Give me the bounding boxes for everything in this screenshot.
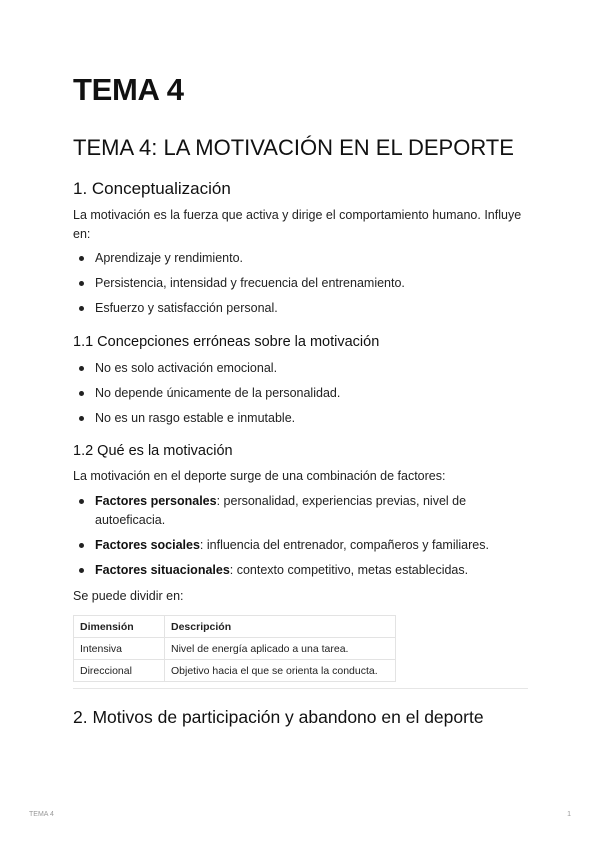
section-divider bbox=[73, 688, 528, 689]
list-item bbox=[73, 561, 528, 580]
factor-text: : contexto competitivo, metas establecidas. bbox=[229, 563, 469, 577]
section-2-heading: 2. Motivos de participación y abandono en el deporte bbox=[73, 707, 484, 727]
list-item: No es solo activación emocional. bbox=[73, 359, 528, 378]
footer-title: TEMA 4 bbox=[29, 811, 54, 818]
dimensions-table bbox=[73, 615, 396, 682]
section-1-heading: 1. Conceptualización bbox=[73, 179, 231, 198]
table-lead-text: Se puede dividir en: bbox=[73, 589, 184, 603]
factor-term: Factores personales bbox=[95, 494, 217, 508]
table-cell: Intensiva bbox=[74, 638, 165, 660]
factor-term: Factores situacionales bbox=[95, 563, 230, 577]
list-item bbox=[73, 492, 495, 530]
section-1-1-heading: 1.1 Concepciones erróneas sobre la motivación bbox=[73, 334, 380, 350]
table-row bbox=[74, 660, 396, 682]
table-row bbox=[74, 638, 396, 660]
list-item: No es un rasgo estable e inmutable. bbox=[73, 409, 528, 428]
list-item: Esfuerzo y satisfacción personal. bbox=[73, 299, 528, 318]
factor-term: Factores sociales bbox=[95, 538, 200, 552]
table-cell: Nivel de energía aplicado a una tarea. bbox=[165, 638, 396, 660]
table-header-cell: Descripción bbox=[165, 616, 396, 638]
page-number: 1 bbox=[567, 811, 571, 818]
list-item: Persistencia, intensidad y frecuencia del entrenamiento. bbox=[73, 274, 528, 293]
table-cell: Objetivo hacia el que se orienta la conducta. bbox=[165, 660, 396, 682]
table-cell: Direccional bbox=[74, 660, 165, 682]
factor-text: : influencia del entrenador, compañeros y familiares. bbox=[199, 538, 489, 552]
section-1-1-list bbox=[73, 359, 528, 434]
list-item: No depende únicamente de la personalidad. bbox=[73, 384, 528, 403]
document-title: TEMA 4 bbox=[73, 72, 184, 107]
list-item bbox=[73, 536, 528, 555]
list-item: Aprendizaje y rendimiento. bbox=[73, 249, 528, 268]
section-1-list bbox=[73, 249, 528, 324]
section-1-2-heading: 1.2 Qué es la motivación bbox=[73, 443, 233, 459]
table-header-cell: Dimensión bbox=[74, 616, 165, 638]
section-1-intro: La motivación es la fuerza que activa y dirige el comportamiento humano. Influye en: bbox=[73, 208, 522, 241]
section-1-2-list bbox=[73, 492, 528, 586]
section-1-2-intro: La motivación en el deporte surge de una combinación de factores: bbox=[73, 469, 446, 483]
factor-text: : personalidad, experiencias previas, nivel de autoeficacia. bbox=[95, 494, 467, 527]
main-heading: TEMA 4: LA MOTIVACIÓN EN EL DEPORTE bbox=[73, 135, 514, 160]
table-header-row bbox=[74, 616, 396, 638]
